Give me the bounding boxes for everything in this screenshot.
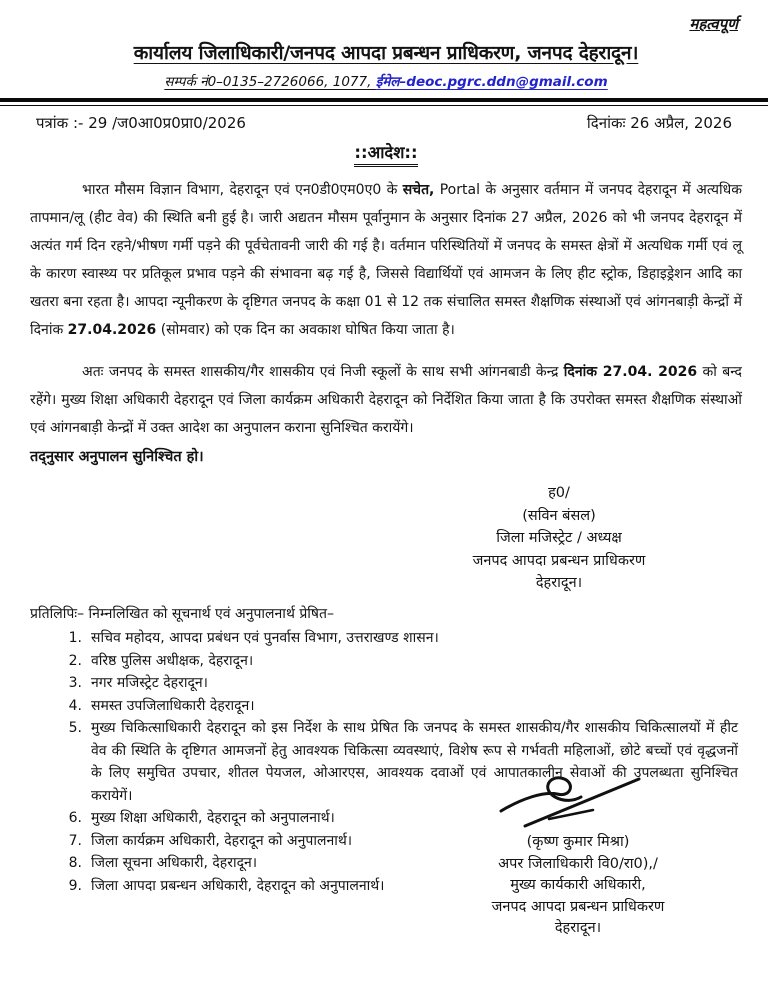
signatory-org: जनपद आपदा प्रबन्धन प्राधिकरण xyxy=(472,552,646,569)
signatory-designation-1: अपर जिलाधिकारी वि0/रा0),/ xyxy=(498,855,658,872)
list-item xyxy=(30,672,742,695)
list-item xyxy=(30,650,742,673)
para1-text: भारत मौसम विज्ञान विभाग, देहरादून एवं एन0डी0एम0ए0 के xyxy=(82,182,403,198)
list-item-number: 9. xyxy=(68,877,82,894)
order-heading-wrap xyxy=(30,140,742,167)
list-item-text: समस्त उपजिलाधिकारी देहरादून। xyxy=(91,697,255,714)
list-item-text: मुख्य शिक्षा अधिकारी, देहरादून को अनुपालनार्थ। xyxy=(91,810,335,826)
list-item-text: जिला सूचना अधिकारी, देहरादून। xyxy=(91,855,258,871)
list-item-text: मुख्य चिकित्साधिकारी देहरादून को इस निर्देश के साथ प्रेषित कि जनपद के समस्त शासकीय/गैर शासकीय चिकित्सालयों में हीट वेव की स्थिति के दृष्टिगत आमजनों हेतु आवश्यक चिकित्सा व्यवस्थाएं, विशेष रूप से गर्भवती महिलाओं, छोटे बच्चों एवं वृद्धजनों के लिए समुचित उपचार, शीतल पेयजल, ओआरएस, आवश्यक दवाओं एवं आपातकालीन सेवाओं की उपलब्धता सुनिश्चित करायेगें। xyxy=(91,720,738,804)
office-title: कार्यालय जिलाधिकारी/जनपद आपदा प्रबन्धन प्राधिकरण, जनपद देहरादून। xyxy=(133,42,639,64)
letter-number: पत्रांक :- 29 /ज0आ0प्र0प्रा0/2026 xyxy=(36,114,246,132)
signatory-block-dm xyxy=(424,482,694,595)
signatory-block-adm xyxy=(428,770,728,940)
order-paragraph-2 xyxy=(30,358,742,442)
list-item-text: नगर मजिस्ट्रेट देहरादून। xyxy=(91,675,208,691)
signatory-designation-2: मुख्य कार्यकारी अधिकारी, xyxy=(510,877,646,893)
reference-row xyxy=(30,113,742,133)
para1-bold-sachet: सचेत, xyxy=(402,182,435,198)
list-item-number: 4. xyxy=(68,697,82,714)
email-link[interactable]: ईमेल–deoc.pgrc.ddn@gmail.com xyxy=(375,74,608,90)
signatory-name: (कृष्ण कुमार मिश्रा) xyxy=(526,834,630,850)
list-item xyxy=(30,695,742,718)
contact-line xyxy=(30,72,742,90)
list-item-number: 7. xyxy=(68,832,82,849)
order-paragraph-1 xyxy=(30,176,742,344)
signatory-designation: जिला मजिस्ट्रेट / अध्यक्ष xyxy=(496,530,622,546)
sign-mark: ह0/ xyxy=(548,485,570,501)
list-item-text: वरिष्ठ पुलिस अधीक्षक, देहरादून। xyxy=(91,652,254,669)
copy-intro: प्रतिलिपिः– निम्नलिखित को सूचनार्थ एवं अनुपालनार्थ प्रेषित– xyxy=(30,605,334,622)
signatory-name: (सविन बंसल) xyxy=(522,507,596,524)
list-item-text: जिला कार्यक्रम अधिकारी, देहरादून को अनुपालनार्थ। xyxy=(91,832,353,849)
closing-directive: तद्नुसार अनुपालन सुनिश्चित हो। xyxy=(30,449,204,465)
signatory-org: जनपद आपदा प्रबन्धन प्राधिकरण xyxy=(491,898,665,915)
letter-date: दिनांकः 26 अप्रैल, 2026 xyxy=(586,114,732,132)
list-item-number: 1. xyxy=(68,630,82,646)
importance-tag: महत्वपूर्ण xyxy=(689,15,738,33)
para2-bold-date: दिनांक 27.04. 2026 xyxy=(563,364,698,380)
list-item-text: सचिव महोदय, आपदा प्रबंधन एवं पुनर्वास विभाग, उत्तराखण्ड शासन। xyxy=(91,630,439,646)
para1-text-3: (सोमवार) को एक दिन का अवकाश घोषित किया जाता है। xyxy=(156,322,455,338)
contact-phone: सम्पर्क नं0–0135–2726066, 1077, xyxy=(164,74,376,90)
list-item-number: 6. xyxy=(68,810,82,826)
para1-bold-date: 27.04.2026 xyxy=(67,322,157,338)
para1-text-2: Portal के अनुसार वर्तमान में जनपद देहरादून में अत्यधिक तापमान/लू (हीट वेव) की स्थिति बनी हुई है। जारी अद्यतन मौसम पूर्वानुमान के अनुसार दिनांक 27 अप्रैल, 2026 को भी जनपद देहरादून में अत्यंत गर्म दिन रहने/भीषण गर्मी पड़ने की पूर्वचेतावनी जारी की गई है। वर्तमान परिस्थितियों में जनपद के समस्त क्षेत्रों में अत्यधिक गर्मी एवं लू के कारण स्वास्थ्य पर प्रतिकूल प्रभाव पड़ने की संभावना बढ़ गई है, जिससे विद्यार्थियों एवं आमजन के लिए हीट स्ट्रोक, डिहाइड्रेशन आदि का खतरा बना रहता है। आपदा न्यूनीकरण के दृष्टिगत जनपद के कक्षा 01 से 12 तक संचालित समस्त शैक्षणिक संस्थाओं एवं आंगनबाड़ी केन्द्रों में दिनांक xyxy=(30,182,742,338)
list-item-number: 5. xyxy=(68,720,82,736)
header-divider xyxy=(0,98,768,106)
list-item xyxy=(30,627,742,650)
list-item-text: जिला आपदा प्रबन्धन अधिकारी, देहरादून को अनुपालनार्थ। xyxy=(91,877,385,894)
list-item-number: 8. xyxy=(68,855,82,871)
signatory-place: देहरादून। xyxy=(554,920,602,936)
list-item-number: 2. xyxy=(68,652,82,669)
order-heading: ::आदेश:: xyxy=(354,140,417,167)
handwritten-signature-icon xyxy=(497,770,647,830)
para2-text-2: को बन्द रहेंगे। मुख्य शिक्षा अधिकारी देहरादून एवं जिला कार्यक्रम अधिकारी देहरादून को निर्देशित किया जाता है कि उपरोक्त समस्त शैक्षणिक संस्थाओं एवं आंगनबाड़ी केन्द्रों में उक्त आदेश का अनुपालन कराना सुनिश्चित करायेंगे। xyxy=(30,364,742,436)
list-item-number: 3. xyxy=(68,675,82,691)
signatory-place: देहरादून। xyxy=(535,575,583,591)
para2-text: अतः जनपद के समस्त शासकीय/गैर शासकीय एवं निजी स्कूलों के साथ सभी आंगनबाडी केन्द्र xyxy=(82,364,564,380)
